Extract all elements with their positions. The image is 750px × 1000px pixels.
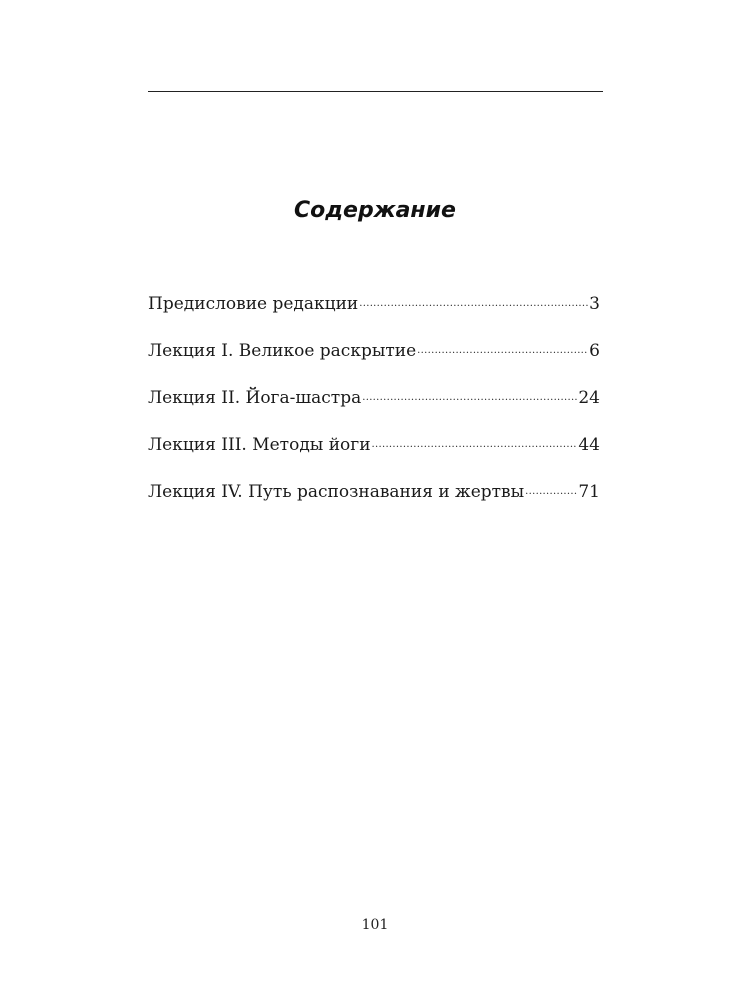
toc-dot-leader — [372, 430, 578, 457]
toc-entry-page: 44 — [578, 435, 600, 455]
header-rule — [148, 91, 603, 92]
page-title: Содержание — [294, 198, 456, 223]
toc-entry — [148, 433, 600, 480]
toc-entry-title: Лекция IV. Путь распознавания и жертвы — [148, 482, 525, 502]
toc-dot-leader — [417, 336, 588, 363]
toc-dot-leader — [362, 383, 577, 410]
page-number: 101 — [361, 917, 389, 933]
toc-entry-title: Лекция I. Великое раскрытие — [148, 341, 417, 361]
toc-entry-page: 71 — [578, 482, 600, 502]
toc-entry-page: 6 — [589, 341, 600, 361]
toc-dot-leader — [359, 289, 588, 316]
toc-entry — [148, 386, 600, 433]
toc-entry-page: 24 — [578, 388, 600, 408]
toc-entry — [148, 339, 600, 386]
toc-entry — [148, 292, 600, 339]
toc-entry-title: Лекция II. Йога-шастра — [148, 388, 362, 408]
toc-entry-title: Предисловие редакции — [148, 294, 359, 314]
toc-entry-title: Лекция III. Методы йоги — [148, 435, 371, 455]
table-of-contents — [148, 292, 600, 527]
toc-entry — [148, 480, 600, 527]
toc-dot-leader — [525, 477, 577, 504]
toc-entry-page: 3 — [589, 294, 600, 314]
